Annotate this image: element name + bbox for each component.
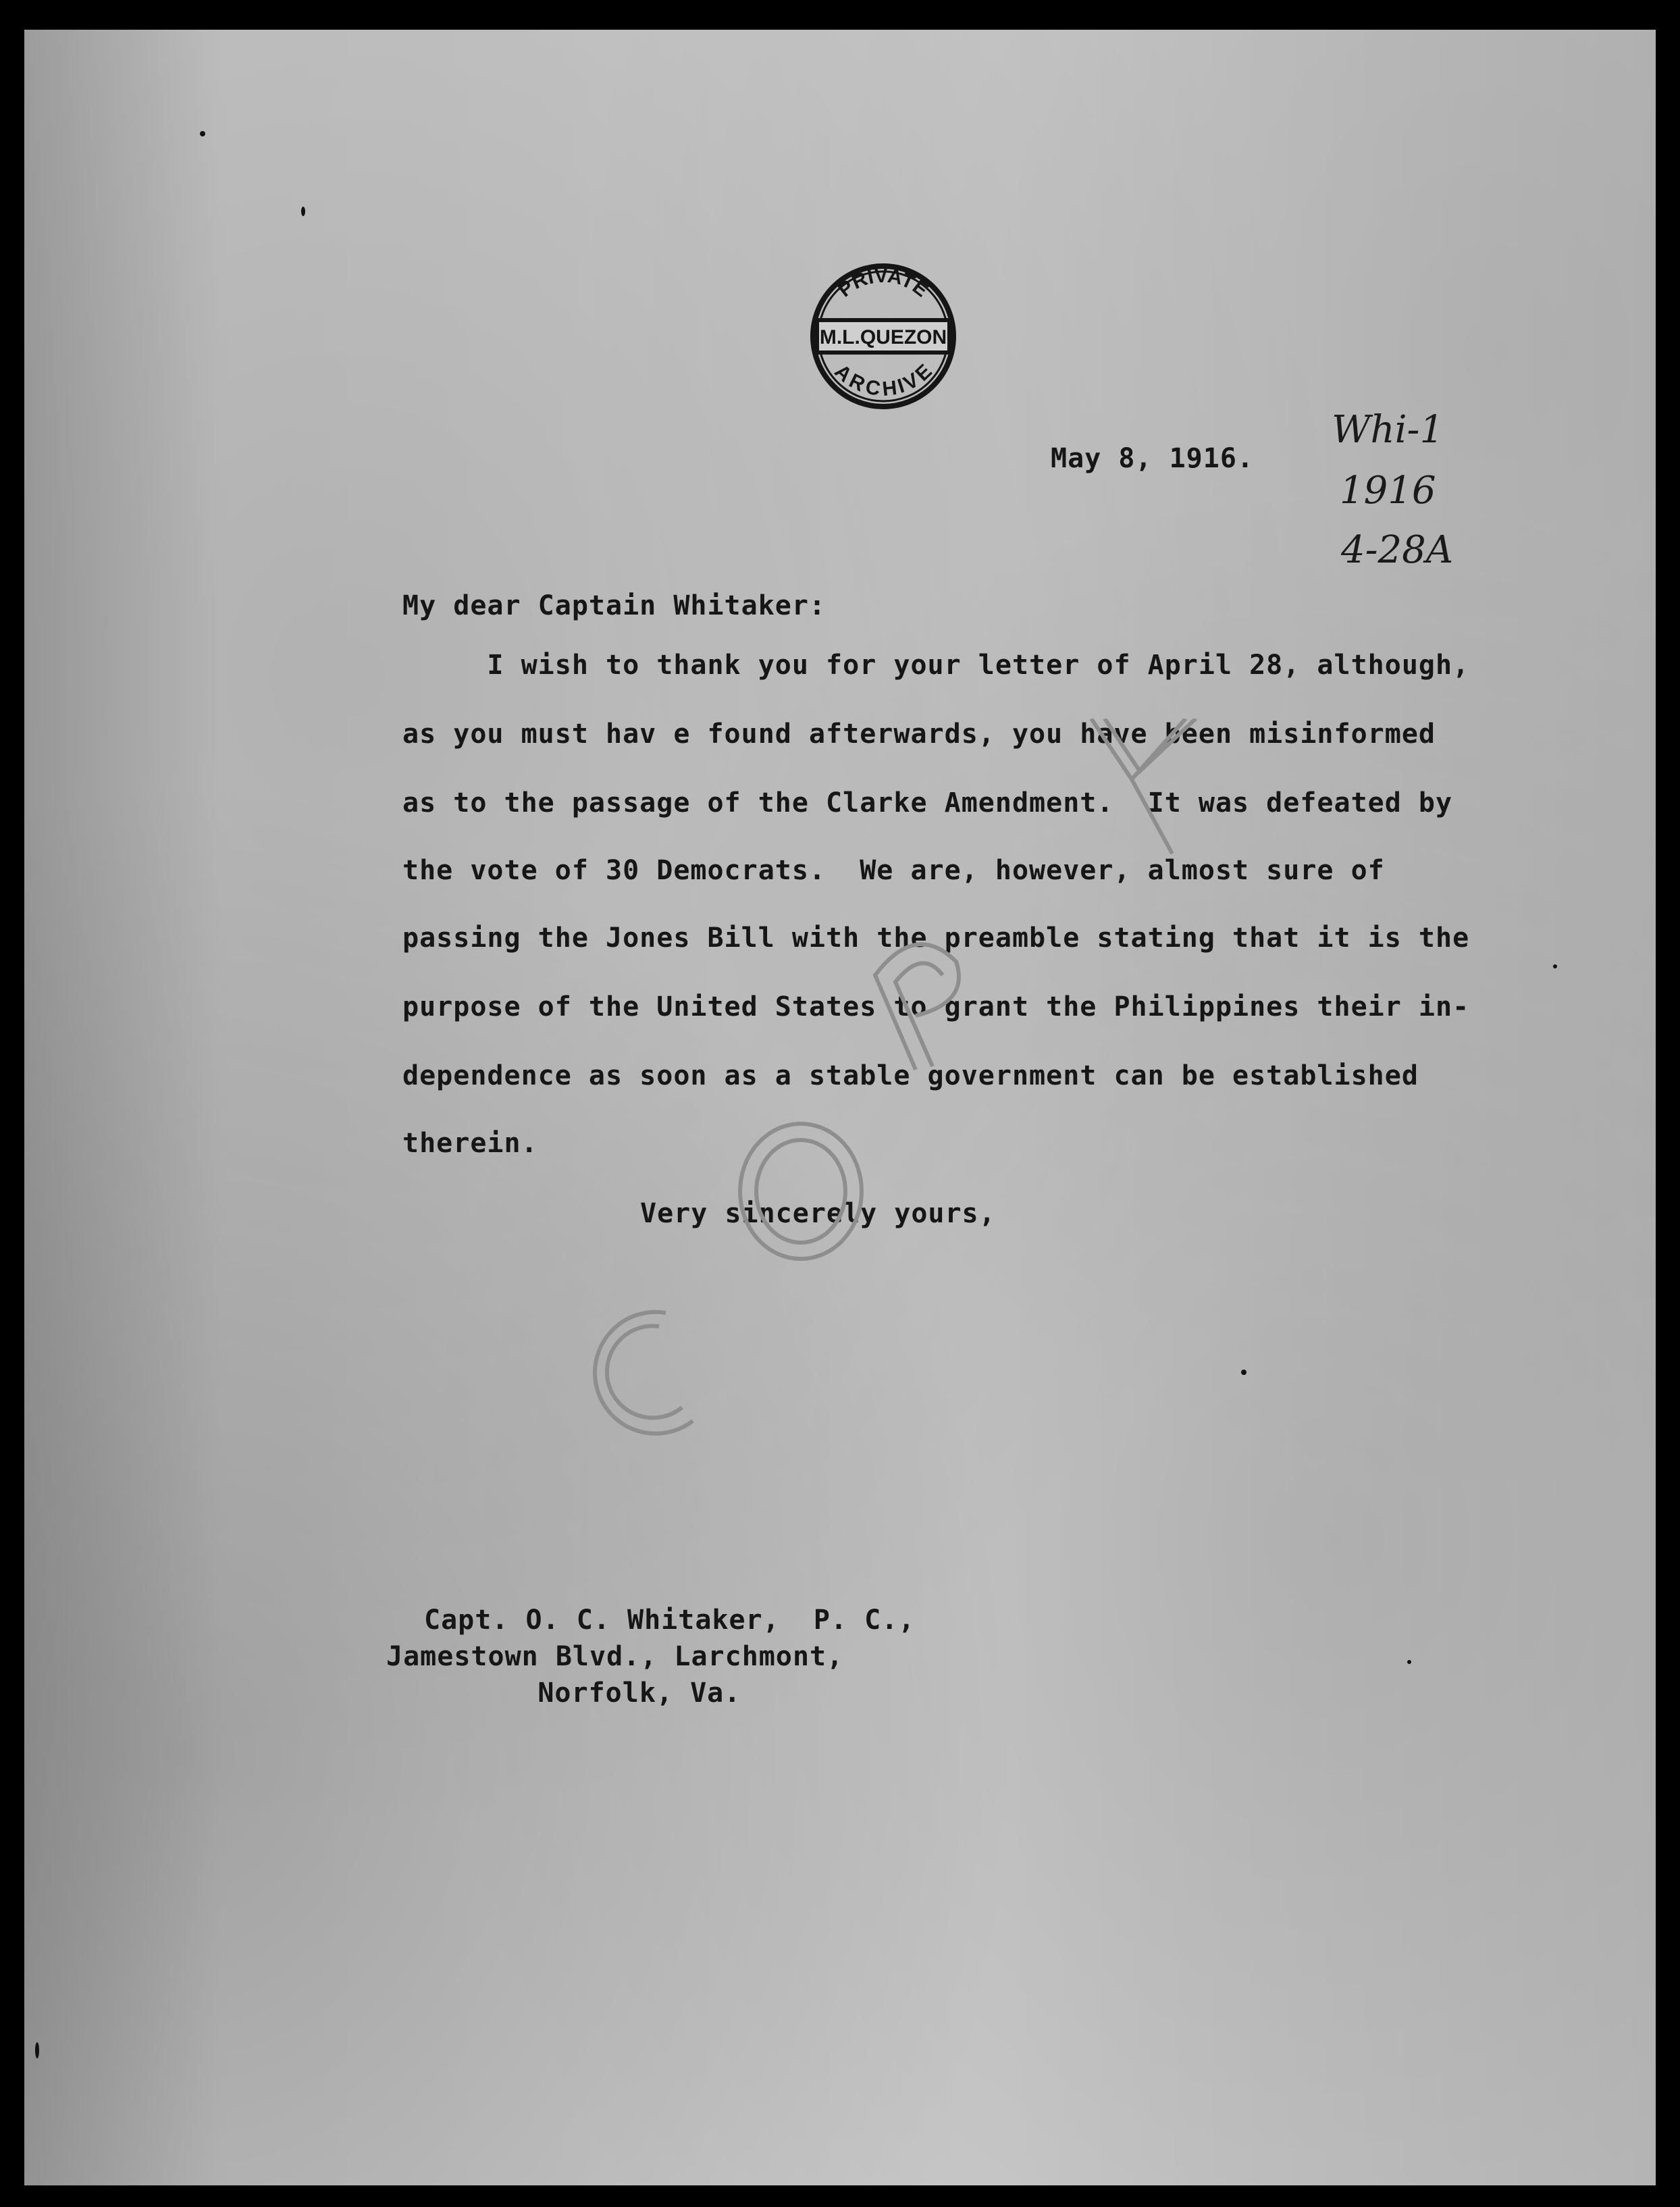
dust-speck	[200, 131, 205, 136]
body-line: as you must hav e found afterwards, you have been misinformed	[402, 719, 1436, 750]
body-line: as to the passage of the Clarke Amendment. It was defeated by	[402, 787, 1453, 819]
dust-speck	[35, 2042, 39, 2058]
stamp-top-text: PRIVATE	[834, 264, 933, 302]
dust-speck	[1241, 1370, 1246, 1375]
dust-speck	[301, 207, 305, 216]
letter-date: May 8, 1916.	[1051, 443, 1254, 474]
address-line: Jamestown Blvd., Larchmont,	[386, 1641, 844, 1672]
body-line: the vote of 30 Democrats. We are, however, almost sure of	[402, 855, 1385, 886]
stamp-bottom-text: ARCHIVE	[830, 360, 937, 401]
closing: Very sincerely yours,	[640, 1198, 996, 1229]
body-line: therein.	[402, 1128, 538, 1159]
file-notation-line1: Whi-1	[1332, 408, 1444, 452]
file-notation-line3: 4-28A	[1341, 528, 1454, 572]
address-line: Capt. O. C. Whitaker, P. C.,	[424, 1605, 916, 1636]
letter-page	[24, 30, 1656, 2185]
dust-speck	[1407, 1660, 1411, 1664]
body-line: passing the Jones Bill with the preamble stating that it is the	[402, 923, 1470, 954]
salutation: My dear Captain Whitaker:	[402, 590, 826, 621]
copy-watermark	[537, 719, 1226, 1461]
archive-stamp	[809, 262, 957, 411]
body-line: purpose of the United States to grant the Philippines their in-	[402, 991, 1470, 1022]
file-notation-line2: 1916	[1340, 469, 1436, 513]
body-line: I wish to thank you for your letter of April 28, although,	[402, 650, 1470, 681]
dust-speck	[1553, 964, 1557, 968]
stamp-center-text: M.L.QUEZON	[819, 326, 947, 348]
address-line: Norfolk, Va.	[470, 1678, 741, 1709]
body-line: dependence as soon as a stable government can be established	[402, 1060, 1419, 1091]
svg-text:PRIVATE	[834, 265, 933, 302]
